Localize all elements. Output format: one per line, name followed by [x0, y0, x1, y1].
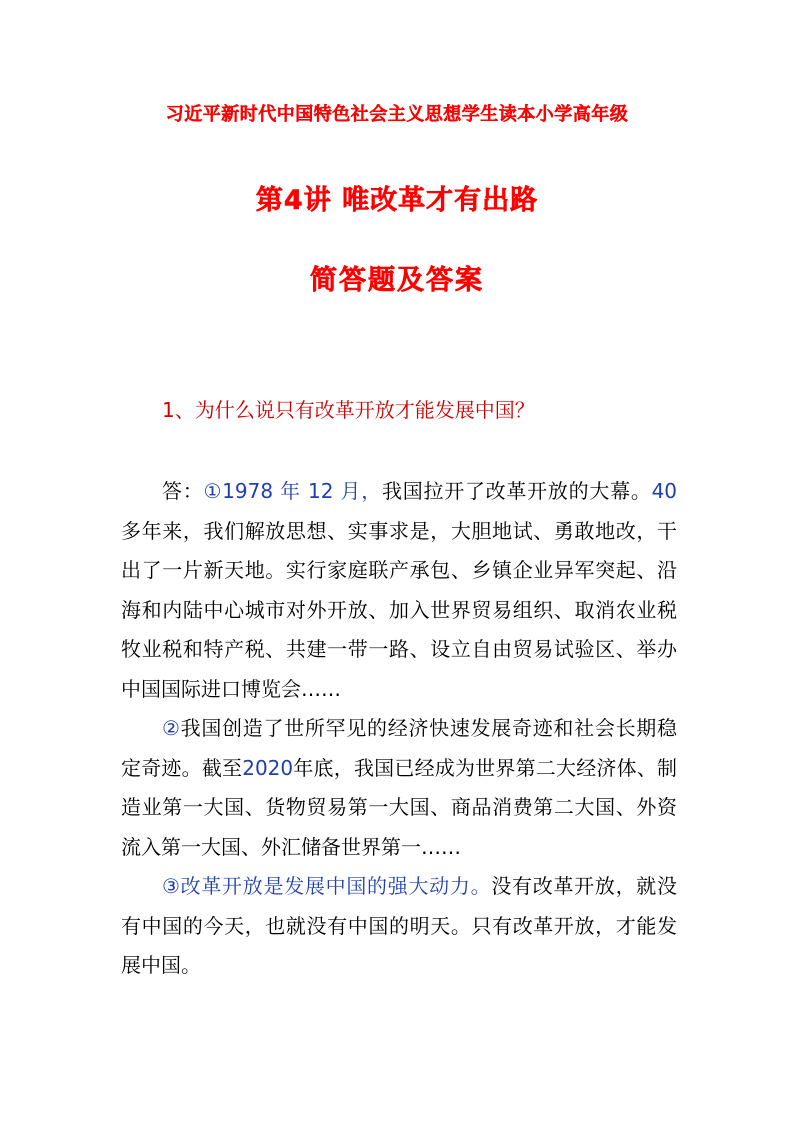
answer-rest-1: 多年来，我们解放思想、实事求是，大胆地试、勇敢地改，干出了一片新天地。实行家庭联产承包、乡镇企业异军突起、沿海和内陆中心城市对外开放、加入世界贸易组织、取消农业税牧业税和特产税、共建一带一路、设立自由贸易试验区、举办中国国际进口博览会…… [121, 518, 677, 701]
answer-text-1: 我国拉开了改革开放的大幕。 [382, 479, 652, 503]
lecture-title: 第4讲 唯改革才有出路 [255, 185, 539, 216]
answer-prefix: 答： [162, 479, 204, 503]
answer-body [121, 472, 677, 986]
answer-paragraph-3 [121, 867, 677, 986]
book-title: 习近平新时代中国特色社会主义思想学生读本小学高年级 [165, 104, 629, 125]
answer-text-2: 我国创造了世所罕见的经济快速发展奇迹和社会长期稳定奇迹。截至 [121, 716, 677, 780]
answer-number-2: 2020 [242, 755, 294, 780]
answer-mark-2: ② [162, 716, 181, 740]
answer-rest-3: 没有改革开放，就没有中国的今天，也就没有中国的明天。只有改革开放，才能发展中国。 [121, 874, 677, 977]
answer-mark-1: ①1978 年 12 月， [203, 479, 382, 503]
answer-number-1: 40 [651, 479, 678, 503]
answer-mark-3: ③ [162, 874, 181, 898]
answer-paragraph-2 [121, 709, 677, 867]
answer-rest-2: 年底，我国已经成为世界第二大经济体、制造业第一大国、货物贸易第一大国、商品消费第二大国、外资流入第一大国、外汇储备世界第一…… [121, 755, 678, 859]
section-title: 简答题及答案 [310, 265, 484, 296]
question-text: 1、为什么说只有改革开放才能发展中国？ [162, 398, 535, 422]
answer-text-3: 改革开放是发展中国的强大动力。 [180, 874, 492, 898]
answer-paragraph-1 [121, 472, 677, 709]
